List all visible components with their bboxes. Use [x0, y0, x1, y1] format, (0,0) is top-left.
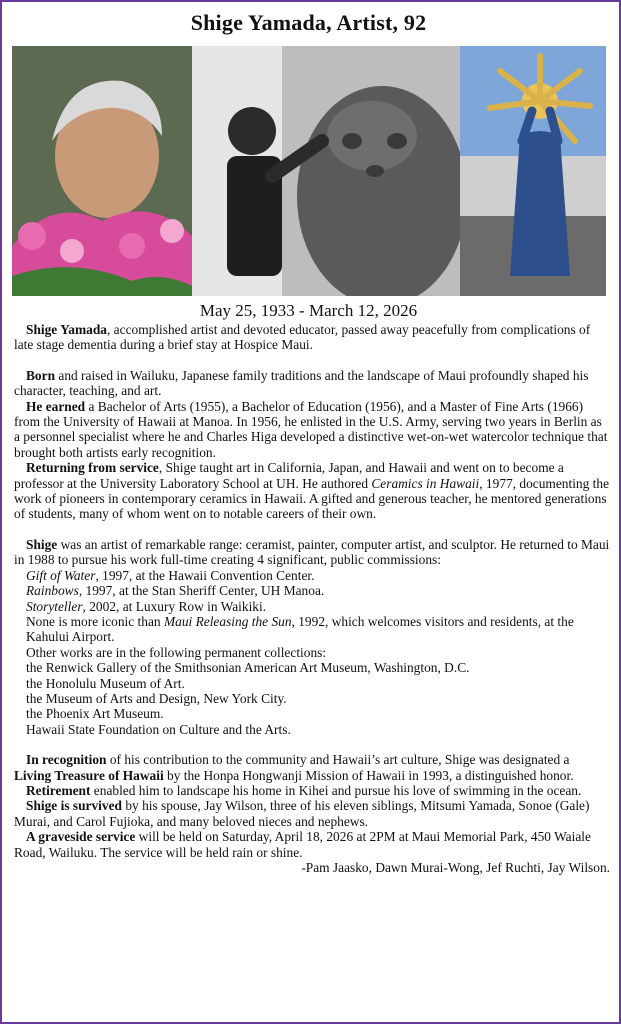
page-title: Shige Yamada, Artist, 92: [190, 10, 427, 35]
retirement-text: enabled him to landscape his home in Kihei and pursue his love of swimming in the ocean.: [90, 782, 582, 798]
list-item: the Renwick Gallery of the Smithsonian American Art Museum, Washington, D.C.: [26, 660, 470, 676]
maui-releasing-the-sun-photo: [460, 46, 606, 296]
work-detail: , 1997, at the Stan Sheriff Center, UH Manoa.: [78, 583, 325, 599]
work-detail: , 2002, at Luxury Row in Waikiki.: [82, 598, 267, 614]
obituary-body: [14, 322, 610, 875]
recognition-bold: In recognition: [26, 752, 107, 768]
retirement-bold: Retirement: [26, 782, 91, 798]
education-text: a Bachelor of Arts (1955), a Bachelor of Education (1956), and a Master of Fine Arts (1966) from the University of Hawaii at Manoa. In 1956, he enlisted in the U.S. Army, serving two years in Berlin as a personnel specialist where he and Charles Higa developed a distinctive wet-on-wet watercolor technique that brought both artists early recognition.: [14, 398, 608, 460]
list-item: Hawaii State Foundation on Culture and the Arts.: [26, 721, 291, 737]
iconic-title: Maui Releasing the Sun: [163, 613, 292, 629]
artist-with-sculpture-photo: [192, 46, 460, 296]
iconic-work: [26, 614, 610, 645]
paragraph-career: [14, 460, 610, 522]
iconic-text-b: , 1992, which welcomes visitors and residents, at the Kahului Airport.: [26, 613, 574, 645]
paragraph-survived: [14, 798, 610, 829]
living-treasure-bold: Living Treasure of Hawaii: [14, 767, 164, 783]
service-bold: A graveside service: [26, 829, 136, 845]
paragraph-service: [14, 829, 610, 860]
list-item: the Museum of Arts and Design, New York City.: [26, 690, 287, 706]
signature: -Pam Jaasko, Dawn Murai-Wong, Jef Ruchti, Jay Wilson.: [301, 860, 610, 875]
collections-intro: Other works are in the following permanent collections:: [26, 644, 327, 660]
paragraph-born: [14, 368, 610, 399]
works-list: [14, 568, 610, 737]
work-title: Rainbows: [26, 583, 79, 599]
work-detail: , 1997, at the Hawaii Convention Center.: [95, 567, 315, 583]
survived-text: by his spouse, Jay Wilson, three of his eleven siblings, Mitsumi Yamada, Sonoe (Gale) Murai, and Carol Fujioka, and many beloved nieces and nephews.: [14, 798, 590, 829]
paragraph-range: [14, 537, 610, 568]
born-text: and raised in Wailuku, Japanese family traditions and the landscape of Maui profoundly shaped his character, teaching, and art.: [14, 367, 589, 399]
portrait-photo: [12, 46, 192, 296]
paragraph-intro: [14, 322, 610, 353]
service-text: will be held on Saturday, April 18, 2026 at 2PM at Maui Memorial Park, 450 Waiale Road, Wailuku. The service will be held rain or shine.: [14, 829, 591, 860]
born-bold: Born: [26, 367, 56, 383]
work-title: Storyteller: [26, 598, 83, 614]
education-bold: He earned: [26, 398, 86, 414]
recognition-text-b: by the Honpa Hongwanji Mission of Hawaii in 1993, a distinguished honor.: [163, 767, 574, 783]
work-title: Gift of Water: [26, 567, 96, 583]
list-item: [26, 583, 610, 598]
photo-strip: [12, 46, 606, 296]
career-bold: Returning from service: [26, 460, 159, 476]
paragraph-education: [14, 399, 610, 461]
name-bold: Shige Yamada: [26, 322, 107, 337]
life-dates: May 25, 1933 - March 12, 2026: [199, 301, 418, 320]
book-title: Ceramics in Hawaii: [371, 475, 480, 491]
paragraph-retirement: [14, 783, 610, 798]
list-item: the Honolulu Museum of Art.: [26, 675, 185, 691]
career-text-a: , Shige taught art in California, Japan, and Hawaii and went on to become a professor at the University Laboratory School at UH. He authored: [14, 460, 564, 491]
range-bold: Shige: [26, 536, 58, 552]
iconic-text-a: None is more iconic than: [26, 613, 164, 629]
list-item: [26, 599, 610, 614]
list-item: [26, 568, 610, 583]
recognition-text-a: of his contribution to the community and Hawaii’s art culture, Shige was designated a: [106, 752, 570, 768]
paragraph-recognition: [14, 752, 610, 783]
survived-bold: Shige is survived: [26, 798, 122, 814]
intro-text: , accomplished artist and devoted educator, passed away peacefully from complications of late stage dementia during a brief stay at Hospice Maui.: [14, 322, 591, 353]
list-item: the Phoenix Art Museum.: [26, 706, 164, 722]
career-text-b: , 1977, documenting the work of pioneers in contemporary ceramics in Hawaii. A gifted and generous teacher, he mentored generations of students, many of whom went on to notable careers of their own.: [14, 475, 610, 522]
range-text: was an artist of remarkable range: ceramist, painter, computer artist, and sculptor. He returned to Maui in 1988 to pursue his work full-time creating 4 significant, public commissions:: [14, 536, 610, 568]
